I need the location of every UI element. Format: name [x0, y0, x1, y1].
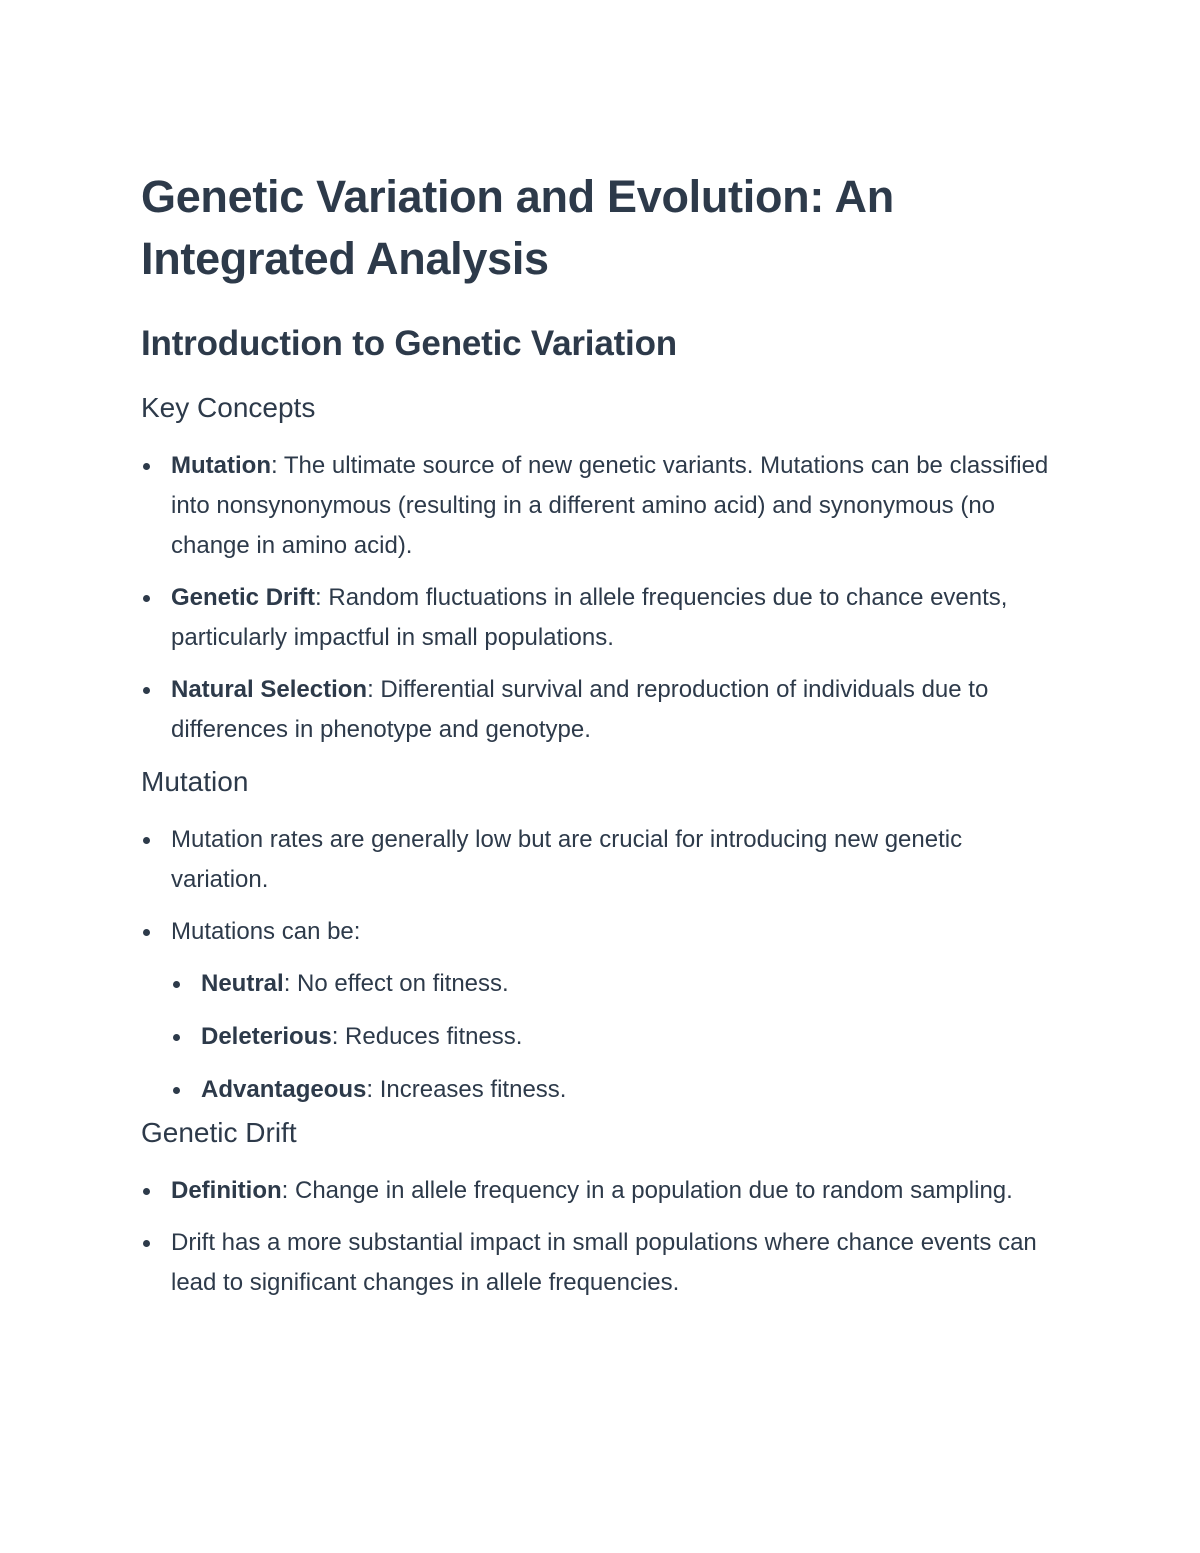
mutation-list [141, 820, 1051, 1110]
mutation-types-list [171, 964, 1051, 1110]
term-description: : Change in allele frequency in a population due to random sampling. [281, 1177, 1013, 1204]
term-description: : Random fluctuations in allele frequencies due to chance events, particularly impactful in small populations. [171, 584, 1008, 651]
term-description: : The ultimate source of new genetic variants. Mutations can be classified into nonsynonymous (resulting in a different amino acid) and synonymous (no change in amino acid). [171, 452, 1049, 559]
list-item [171, 1017, 1051, 1057]
item-text: Mutation rates are generally low but are crucial for introducing new genetic variation. [171, 826, 963, 893]
term-label: Definition [171, 1177, 282, 1204]
list-item [171, 1070, 1051, 1110]
list-item [171, 964, 1051, 1004]
document-page [141, 166, 1051, 1315]
list-item [141, 1171, 1051, 1211]
item-text: Mutations can be: [171, 918, 361, 945]
key-concepts-heading: Key Concepts [141, 392, 316, 423]
term-description: : No effect on fitness. [283, 970, 509, 997]
term-description: : Differential survival and reproduction of individuals due to differences in phenotype and genotype. [171, 676, 989, 743]
genetic-drift-heading: Genetic Drift [141, 1117, 297, 1148]
term-label: Natural Selection [171, 676, 368, 703]
term-label: Advantageous [201, 1076, 367, 1103]
list-item [141, 912, 1051, 1110]
term-label: Neutral [201, 970, 284, 997]
item-text: Drift has a more substantial impact in small populations where chance events can lead to significant changes in allele frequencies. [171, 1229, 1037, 1296]
term-description: : Reduces fitness. [331, 1023, 523, 1050]
list-item [141, 578, 1051, 658]
section-heading: Introduction to Genetic Variation [141, 324, 677, 363]
list-item [141, 446, 1051, 566]
list-item [141, 820, 1051, 900]
genetic-drift-list [141, 1171, 1051, 1303]
term-description: : Increases fitness. [366, 1076, 567, 1103]
mutation-heading: Mutation [141, 766, 249, 797]
key-concepts-list [141, 446, 1051, 750]
list-item [141, 670, 1051, 750]
term-label: Mutation [171, 452, 271, 479]
document-title: Genetic Variation and Evolution: An Integrated Analysis [141, 171, 894, 284]
list-item [141, 1223, 1051, 1303]
term-label: Deleterious [201, 1023, 332, 1050]
term-label: Genetic Drift [171, 584, 316, 611]
